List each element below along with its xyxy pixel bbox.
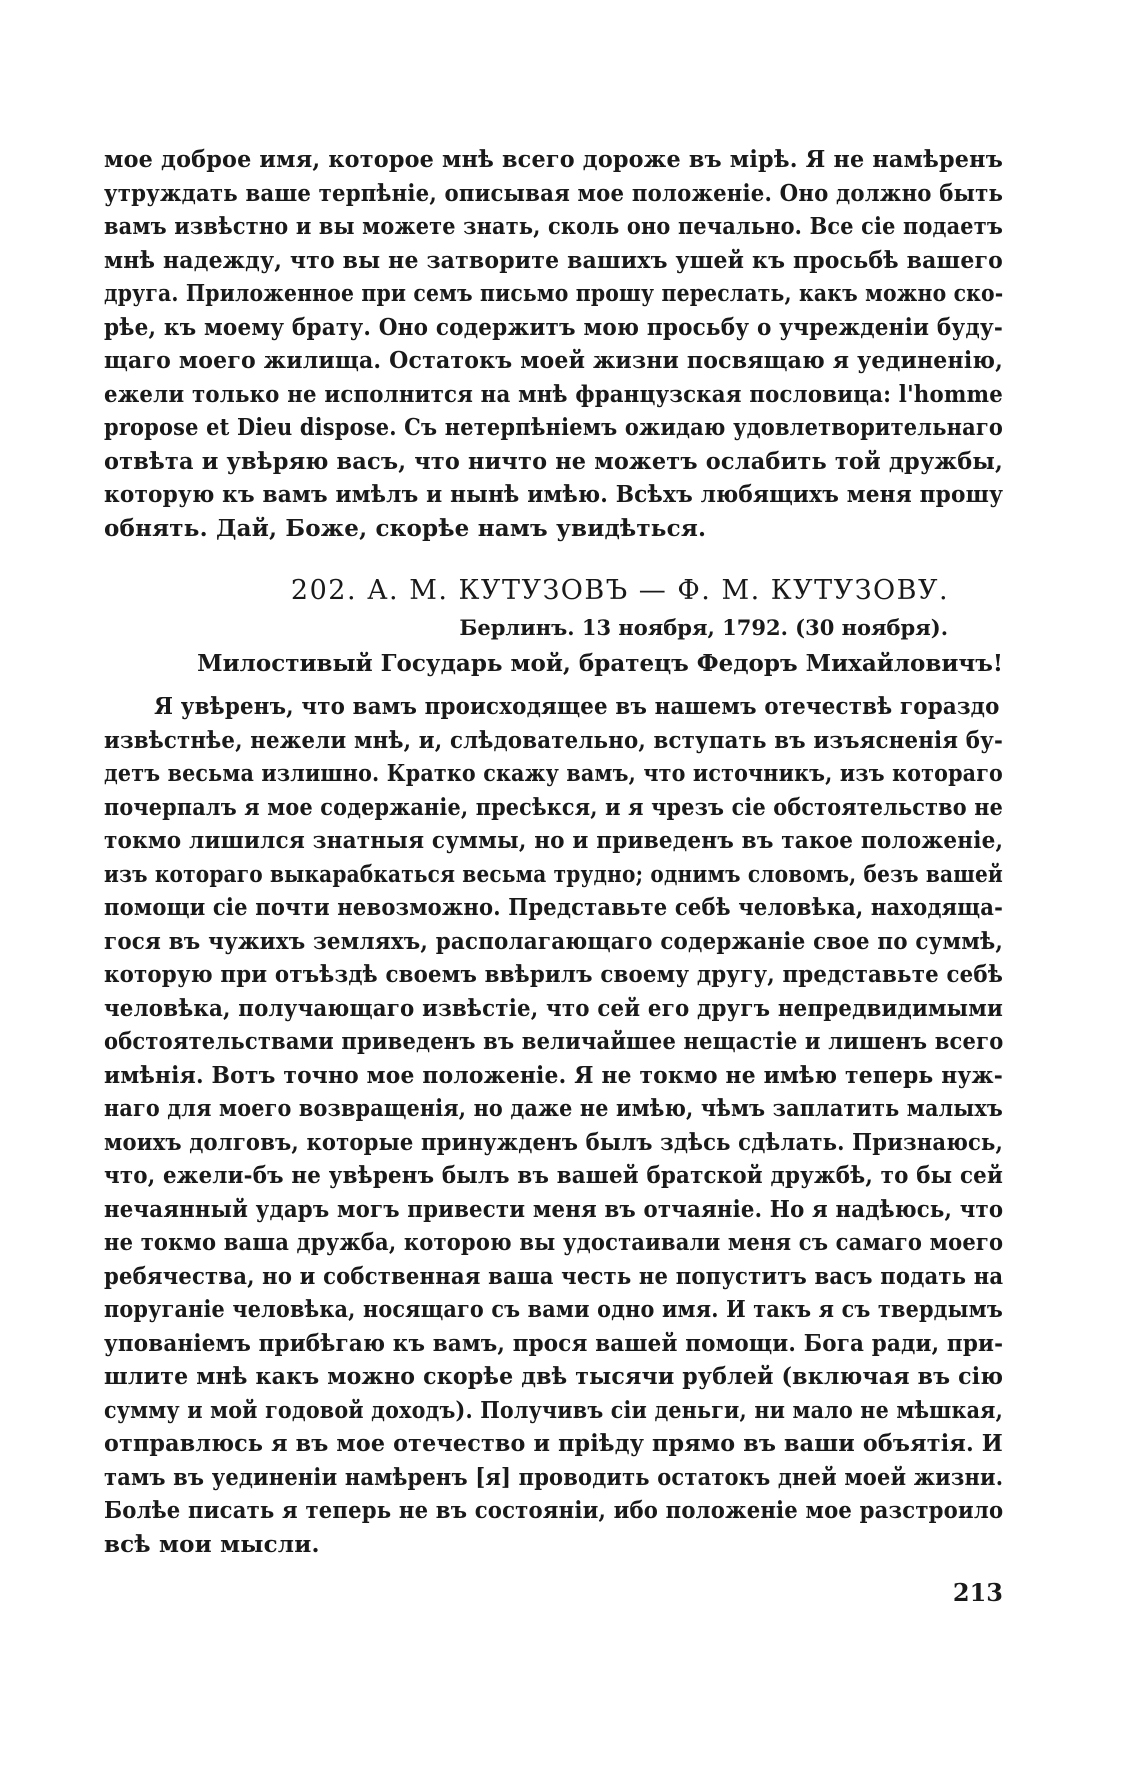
text-line: ежели только не исполнится на мнѣ французская пословица: l'homme (104, 380, 1003, 408)
text-line: токмо лишился знатныя суммы, но и приведенъ въ такое положеніе, (104, 827, 1004, 854)
text-line: моихъ долговъ, которые принужденъ былъ здѣсь сдѣлать. Признаюсь, (104, 1128, 1004, 1156)
text-line: щаго моего жилища. Остатокъ моей жизни посвящаю я уединенію, (104, 347, 1003, 374)
text-line: мое доброе имя, которое мнѣ всего дороже въ мірѣ. Я не намѣренъ (104, 146, 1003, 173)
text-line: детъ весьма излишно. Кратко скажу вамъ, что источникъ, изъ котораго (104, 760, 1003, 787)
letter-heading-text: 202. А. М. КУТУЗОВЪ — Ф. М. КУТУЗОВУ. (290, 575, 950, 606)
text-line: имѣнія. Вотъ точно мое положеніе. Я не токмо не имѣю теперь нуж- (104, 1061, 1003, 1089)
text-line: отвѣта и увѣряю васъ, что ничто не можетъ ослабить той дружбы, (104, 447, 1003, 475)
text-line: наго для моего возвращенія, но даже не имѣю, чѣмъ заплатить малыхъ (104, 1095, 1003, 1122)
letter-body (104, 690, 1003, 1561)
text-line: обнять. Дай, Боже, скорѣе намъ увидѣться. (104, 514, 707, 542)
text-line: нечаянный ударъ могъ привести меня въ отчаяніе. Но я надѣюсь, что (104, 1195, 1004, 1223)
text-line: всѣ мои мысли. (104, 1530, 320, 1558)
text-line: ребячества, но и собственная ваша честь не попуститъ васъ подать на (104, 1262, 1004, 1290)
text-line: которую при отъѣздѣ своемъ ввѣрилъ своему другу, представьте себѣ (104, 961, 1003, 988)
text-line: Я увѣренъ, что вамъ происходящее въ нашемъ отечествѣ гораздо (154, 693, 1000, 720)
text-line: сумму и мой годовой доходъ). Получивъ сіи деньги, ни мало не мѣшкая, (104, 1396, 1003, 1424)
text-line: почерпалъ я мое содержаніе, пресѣкся, и я чрезъ сіе обстоятельство не (104, 793, 1003, 821)
letter-heading (0, 575, 1140, 606)
text-line: тамъ въ уединеніи намѣренъ [я] проводить остатокъ дней моей жизни. (104, 1463, 1004, 1491)
text-line: мнѣ надежду, что вы не затворите вашихъ ушей къ просьбѣ вашего (104, 246, 1004, 274)
text-line: утруждать ваше терпѣніе, описывая мое положеніе. Оно должно быть (104, 179, 1004, 207)
page-number: 213 (952, 1578, 1003, 1607)
salutation: Милостивый Государь мой, братецъ Федоръ Михайловичъ! (197, 650, 1003, 677)
text-line: извѣстнѣе, нежели мнѣ, и, слѣдовательно, вступать въ изъясненія бу- (104, 726, 1003, 754)
text-line: propose et Dieu dispose. Съ нетерпѣніемъ ожидаю удовлетворительнаго (104, 414, 1003, 441)
text-line: шлите мнѣ какъ можно скорѣе двѣ тысячи рублей (включая въ сію (104, 1363, 1004, 1390)
text-line: поруганіе человѣка, носящаго съ вами одно имя. И такъ я съ твердымъ (104, 1296, 1003, 1323)
text-line: изъ котораго выкарабкаться весьма трудно; однимъ словомъ, безъ вашей (104, 860, 1003, 888)
text-line: обстоятельствами приведенъ въ величайшее нещастіе и лишенъ всего (104, 1028, 1004, 1055)
text-line: вамъ извѣстно и вы можете знать, сколь оно печально. Все сіе подаетъ (104, 213, 1003, 240)
text-line: гося въ чужихъ земляхъ, располагающаго содержаніе свое по суммѣ, (104, 927, 1003, 955)
text-line: которую къ вамъ имѣлъ и нынѣ имѣю. Всѣхъ любящихъ меня прошу (104, 481, 1004, 508)
place-date: Берлинъ. 13 ноября, 1792. (30 ноября). (459, 615, 948, 640)
text-line: Болѣе писать я теперь не въ состояніи, ибо положеніе мое разстроило (104, 1497, 1004, 1524)
text-line: человѣка, получающаго извѣстіе, что сей его другъ непредвидимыми (104, 994, 1003, 1022)
text-line: не токмо ваша дружба, которою вы удостаивали меня съ самаго моего (104, 1229, 1004, 1256)
text-line: друга. Приложенное при семъ письмо прошу переслать, какъ можно ско- (104, 280, 1004, 307)
text-line: помощи сіе почти невозможно. Представьте себѣ человѣка, находяща- (104, 894, 1004, 921)
continued-letter-text (104, 143, 1003, 545)
text-line: что, ежели-бъ не увѣренъ былъ въ вашей братской дружбѣ, то бы сей (104, 1162, 1003, 1189)
text-line: отправлюсь я въ мое отечество и пріѣду прямо въ ваши объятія. И (104, 1430, 1003, 1457)
text-line: упованіемъ прибѣгаю къ вамъ, прося вашей помощи. Бога ради, при- (104, 1329, 1004, 1357)
text-line: рѣе, къ моему брату. Оно содержитъ мою просьбу о учрежденіи буду- (104, 313, 1003, 341)
